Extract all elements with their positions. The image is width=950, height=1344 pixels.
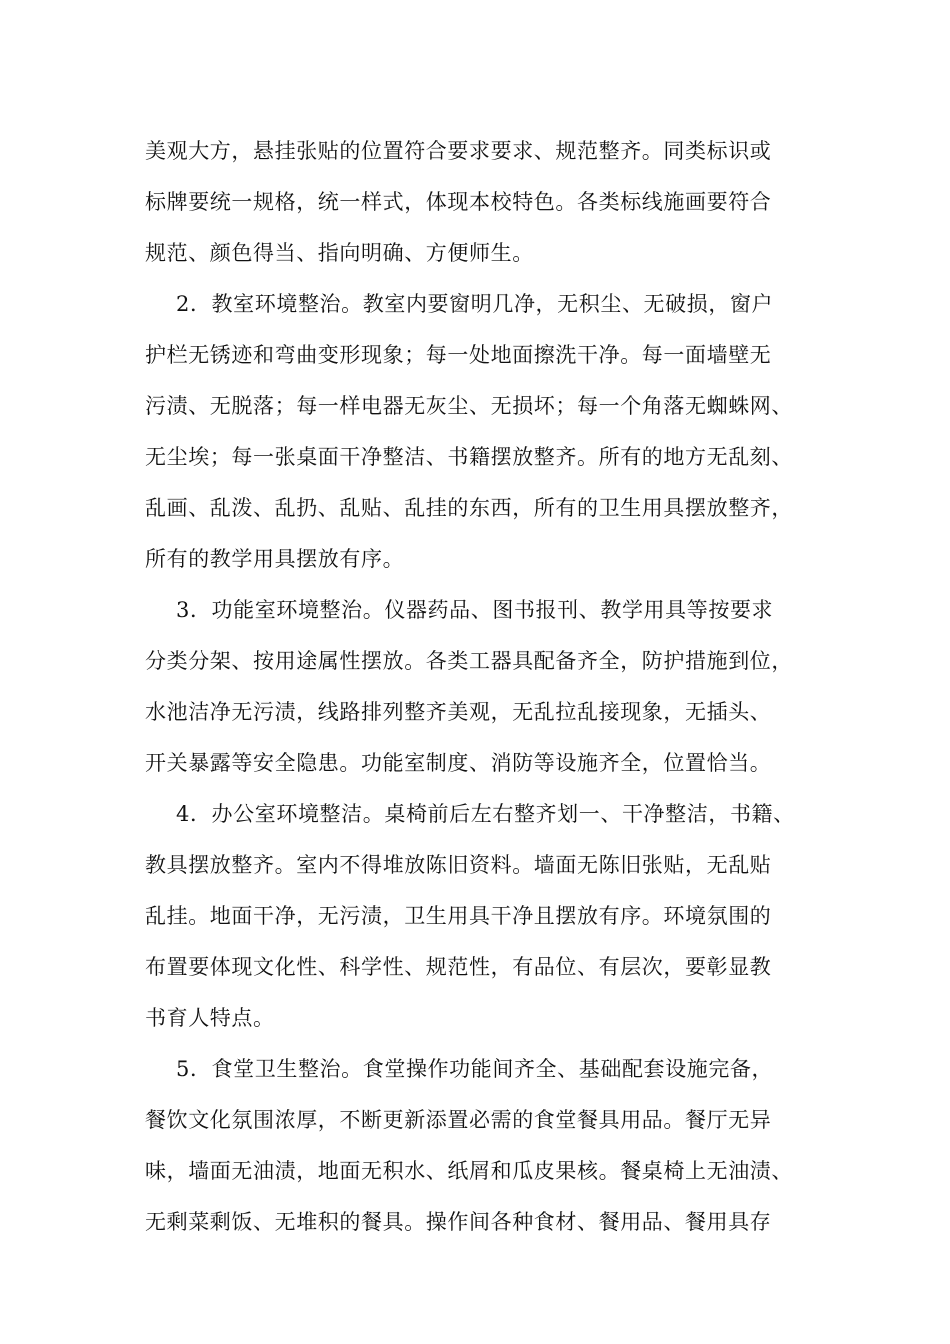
text-line: 乱挂。地面干净，无污渍，卫生用具干净且摆放有序。环境氛围的	[145, 904, 772, 928]
text-line: 分类分架、按用途属性摆放。各类工器具配备齐全，防护措施到位，	[145, 649, 793, 673]
text-line: 规范、颜色得当、指向明确、方便师生。	[145, 241, 534, 265]
paragraph-2-start: 2．教室环境整治。教室内要窗明几净，无积尘、无破损，窗户	[176, 292, 774, 316]
paragraph-4-start: 4．办公室环境整洁。桌椅前后左右整齐划一、干净整洁，书籍、	[176, 802, 795, 826]
text-line: 无尘埃；每一张桌面干净整洁、书籍摆放整齐。所有的地方无乱刻、	[145, 445, 793, 469]
text-line: 味，墙面无油渍，地面无积水、纸屑和瓜皮果核。餐桌椅上无油渍、	[145, 1159, 793, 1183]
text-line: 护栏无锈迹和弯曲变形现象；每一处地面擦洗干净。每一面墙壁无	[145, 343, 772, 367]
text-line: 所有的教学用具摆放有序。	[145, 547, 405, 571]
text-line: 标牌要统一规格，统一样式，体现本校特色。各类标线施画要符合	[145, 190, 772, 214]
text-line: 教具摆放整齐。室内不得堆放陈旧资料。墙面无陈旧张贴，无乱贴	[145, 853, 772, 877]
text-line: 美观大方，悬挂张贴的位置符合要求要求、规范整齐。同类标识或	[145, 139, 772, 163]
text-line: 餐饮文化氛围浓厚，不断更新添置必需的食堂餐具用品。餐厅无异	[145, 1108, 772, 1132]
text-line: 乱画、乱泼、乱扔、乱贴、乱挂的东西，所有的卫生用具摆放整齐，	[145, 496, 793, 520]
text-line: 布置要体现文化性、科学性、规范性，有品位、有层次，要彰显教	[145, 955, 772, 979]
text-line: 书育人特点。	[145, 1006, 275, 1030]
text-line: 无剩菜剩饭、无堆积的餐具。操作间各种食材、餐用品、餐用具存	[145, 1210, 772, 1234]
text-line: 开关暴露等安全隐患。功能室制度、消防等设施齐全，位置恰当。	[145, 751, 772, 775]
paragraph-5-start: 5．食堂卫生整治。食堂操作功能间齐全、基础配套设施完备，	[176, 1057, 774, 1081]
paragraph-3-start: 3．功能室环境整治。仪器药品、图书报刊、教学用具等按要求	[176, 598, 774, 622]
text-line: 水池洁净无污渍，线路排列整齐美观，无乱拉乱接现象，无插头、	[145, 700, 772, 724]
text-line: 污渍、无脱落；每一样电器无灰尘、无损坏；每一个角落无蜘蛛网、	[145, 394, 793, 418]
